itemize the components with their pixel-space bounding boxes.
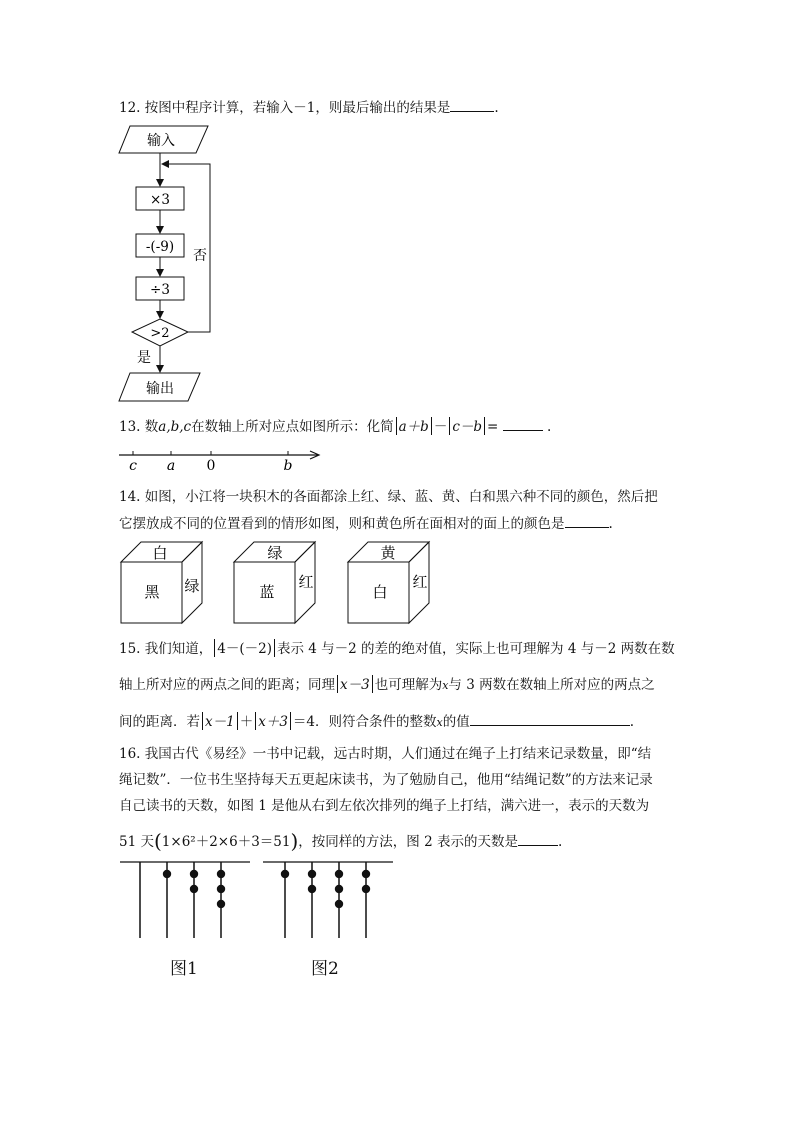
q14-cubes [115, 538, 445, 628]
q16-fig2-knot [335, 870, 343, 878]
q12-answer-blank[interactable] [450, 97, 494, 112]
q16-knot-figures [115, 855, 400, 945]
q16-period: . [557, 834, 563, 850]
q14-cube-2 [234, 542, 315, 623]
q13-minus: － [433, 419, 448, 435]
q16-figure-2 [263, 862, 393, 938]
q13-equals: = [487, 419, 499, 435]
q14-text-line2: 它摆放成不同的位置看到的情形如图，则和黄色所在面相对的面上的颜色是 [119, 516, 565, 532]
q14-cube1-side: 绿 [184, 577, 200, 595]
q15-l1-pre: 我们知道， [144, 641, 213, 657]
q16-fig2-caption: 图2 [311, 959, 339, 979]
q13-expr1: a＋b [398, 419, 429, 435]
q16-line4: 51 天(1×6²＋2×6＋3＝51)，按同样的方法，图 2 表示的天数是 . [119, 829, 563, 853]
q16-answer-blank[interactable] [518, 831, 558, 846]
q15-l3-post: 的值 [442, 714, 470, 730]
q16-text-line3: 自己读书的天数，如图 1 是他从右到左依次排列的绳子上打结，满六进一，表示的天数为 [119, 798, 650, 814]
q15-l3-plus: ＋ [239, 714, 254, 730]
q12-stem [119, 97, 499, 118]
q16-fig1-knot [217, 885, 225, 893]
q13-number-line [115, 444, 325, 474]
q16-l4-post: ，按同样的方法，图 2 表示的天数是 [298, 834, 518, 850]
q12-yes-label: 是 [137, 350, 151, 366]
q12-output-label: 输出 [146, 381, 174, 397]
q12-period: . [494, 100, 499, 116]
q14-period: . [608, 516, 613, 532]
q16-fig1-knot [190, 885, 198, 893]
q12-no-label: 否 [193, 248, 207, 264]
q16-fig2-knot [335, 885, 343, 893]
q14-cube3-top: 黄 [380, 544, 396, 562]
q16-fig1-caption: 图1 [170, 959, 198, 979]
q15-l1-abs: 4－(－2) [217, 641, 272, 657]
q16-line2 [119, 770, 653, 790]
q16-figure-1 [120, 862, 250, 938]
q15-l3-eq: ＝4．则符合条件的整数 [292, 714, 437, 730]
q14-cube-1 [121, 542, 202, 623]
q16-fig2-knot [308, 870, 316, 878]
q12-flowchart [110, 120, 220, 405]
q15-l3-pre: 间的距离．若 [119, 714, 200, 730]
q15-line3 [119, 711, 634, 733]
q14-cube-3 [348, 542, 429, 623]
q16-fig2-knot [335, 900, 343, 908]
q12-step1-label: ×3 [150, 192, 170, 208]
q16-fig2-knot [362, 885, 370, 893]
q13-label-c: c [129, 458, 137, 474]
q14-answer-blank[interactable] [565, 513, 609, 528]
q16-text-line2: 绳记数”．一位书生坚持每天五更起床读书，为了勉励自己，他用“结绳记数”的方法来记录 [119, 772, 653, 788]
q15-l1-post: 表示 4 与－2 的差的绝对值，实际上也可理解为 4 与－2 两数在数 [277, 641, 675, 657]
q13-label-a: a [166, 458, 176, 474]
q14-cube2-side: 红 [298, 573, 314, 591]
q13-expr2: c－b [452, 419, 483, 435]
q14-text-line1: 如图，小江将一块积木的各面都涂上红、绿、蓝、黄、白和黑六种不同的颜色，然后把 [144, 489, 658, 505]
q14-cube2-top: 绿 [267, 544, 283, 562]
q14-line2 [119, 513, 613, 534]
q12-text: 按图中程序计算，若输入－1，则最后输出的结果是 [144, 100, 451, 116]
q15-l3-x: x [436, 716, 443, 729]
q16-fig1-knot [217, 900, 225, 908]
q13-vars: a,b,c [158, 419, 192, 435]
q12-condition-label: >2 [150, 326, 170, 341]
q12-number: 12. [119, 100, 141, 116]
q12-step3-label: ÷3 [150, 282, 170, 298]
q12-input-label: 输入 [147, 133, 175, 149]
q16-fig1-knot [217, 870, 225, 878]
q15-number: 15. [119, 641, 141, 657]
q15-answer-blank[interactable] [470, 711, 630, 726]
q13-answer-blank[interactable] [503, 416, 543, 431]
q15-period: . [629, 714, 635, 730]
q16-fig2-knot [308, 885, 316, 893]
q15-l2-pre: 轴上所对应的两点之间的距离；同理 [119, 677, 335, 693]
q16-l4-pre: 51 天 [119, 834, 154, 850]
q16-text-line1: 我国古代《易经》一书中记载，远古时期，人们通过在绳子上打结来记录数量，即“结 [144, 746, 652, 762]
q15-l2-mid: 也可理解为 [374, 677, 443, 693]
q16-line3 [119, 796, 649, 816]
q13-label-b: b [283, 458, 293, 474]
q14-cube1-top: 白 [152, 544, 168, 562]
q15-l2-x: x [442, 679, 449, 692]
q15-line2 [119, 675, 655, 696]
q14-cube2-front: 蓝 [259, 583, 275, 601]
q13-text-mid: 在数轴上所对应点如图所示：化简 [191, 419, 394, 435]
q16-number: 16. [119, 746, 141, 762]
q13-period: . [546, 419, 552, 435]
q16-fig1-knot [190, 870, 198, 878]
q12-step2-label: -(-9) [145, 239, 175, 255]
q13-stem [119, 416, 551, 437]
q16-fig1-knot [163, 870, 171, 878]
q15-l3-abs1: x－1 [205, 714, 235, 730]
q15-line1 [119, 639, 675, 659]
q14-line1 [119, 487, 658, 507]
q16-line1 [119, 744, 651, 764]
q16-fig2-knot [281, 870, 289, 878]
q14-cube3-front: 白 [372, 583, 388, 601]
q14-cube1-front: 黑 [144, 583, 160, 601]
q15-l2-post: 与 3 两数在数轴上所对应的两点之 [448, 677, 655, 693]
q13-number: 13. [119, 419, 141, 435]
q16-l4-formula: 1×6²＋2×6＋3＝51 [161, 834, 291, 850]
q16-fig2-knot [362, 870, 370, 878]
q15-l3-abs2: x＋3 [258, 714, 288, 730]
q13-label-zero: 0 [206, 458, 216, 474]
q13-text-pre: 数 [144, 419, 159, 435]
q15-l2-abs: x－3 [340, 677, 370, 693]
q14-number: 14. [119, 489, 141, 505]
q14-cube3-side: 红 [412, 573, 428, 591]
